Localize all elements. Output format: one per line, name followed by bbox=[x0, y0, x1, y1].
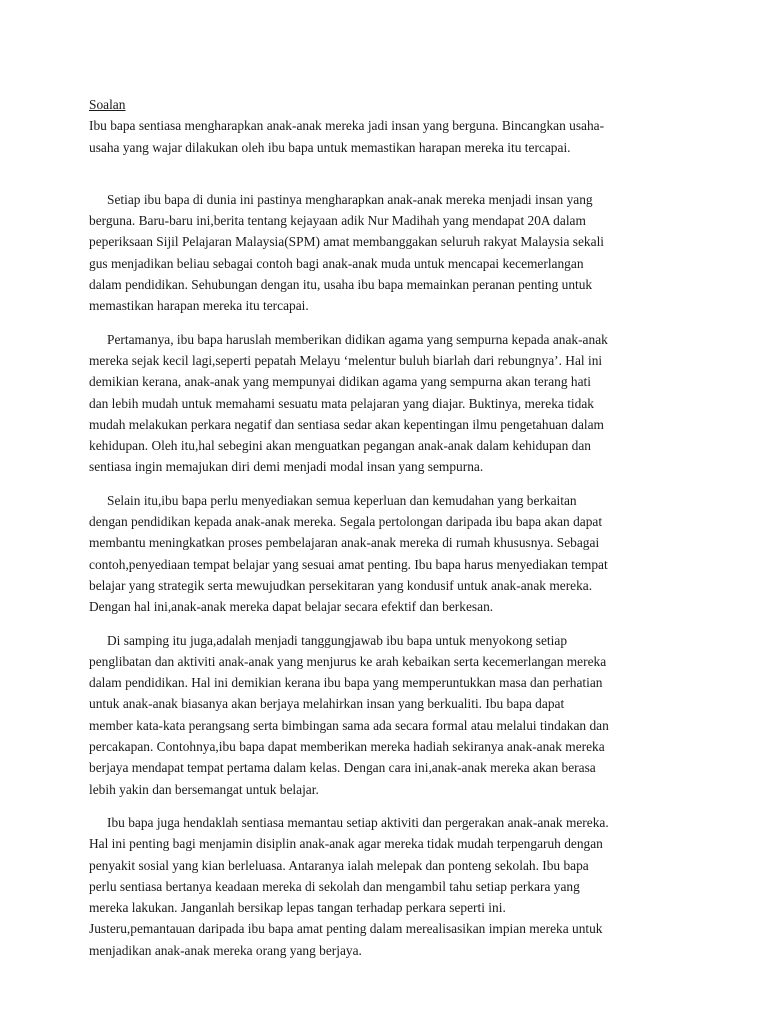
paragraph-line: percakapan. Contohnya,ibu bapa dapat memberikan mereka hadiah sekiranya anak-anak mereka bbox=[89, 739, 605, 755]
paragraph-line: Hal ini penting bagi menjamin disiplin anak-anak agar mereka tidak mudah terpengaruh dengan bbox=[89, 836, 603, 852]
paragraph-line: peperiksaan Sijil Pelajaran Malaysia(SPM) amat membanggakan seluruh rakyat Malaysia sekali bbox=[89, 234, 605, 250]
paragraph-line: perlu sentiasa bertanya keadaan mereka di sekolah dan mengambil tahu setiap perkara yang bbox=[89, 878, 580, 894]
paragraph-line: penglibatan dan aktiviti anak-anak yang menjurus ke arah kebaikan serta kecemerlangan mereka bbox=[89, 653, 607, 669]
paragraph-line: dan lebih mudah untuk memahami sesuatu mata pelajaran yang diajar. Buktinya, mereka tidak bbox=[89, 395, 594, 411]
paragraph-line: Dengan hal ini,anak-anak mereka dapat belajar secara efektif dan berkesan. bbox=[89, 599, 494, 615]
paragraph-line: dengan pendidikan kepada anak-anak mereka. Segala pertolongan daripada ibu bapa akan dapat bbox=[89, 514, 603, 530]
paragraph-line: gus menjadikan beliau sebagai contoh bagi anak-anak muda untuk mencapai kecemerlangan bbox=[89, 255, 584, 271]
paragraph-line: menjadikan anak-anak mereka orang yang berjaya. bbox=[89, 942, 362, 958]
paragraph-line: Pertamanya, ibu bapa haruslah memberikan didikan agama yang sempurna kepada anak-anak bbox=[107, 331, 608, 347]
question-line: Ibu bapa sentiasa mengharapkan anak-anak mereka jadi insan yang berguna. Bincangkan usaha- bbox=[89, 118, 605, 134]
paragraph-line: belajar yang strategik serta mewujudkan persekitaran yang kondusif untuk anak-anak mereka. bbox=[89, 577, 593, 593]
paragraph-line: penyakit sosial yang kian berleluasa. Antaranya ialah melepak dan ponteng sekolah. Ibu bapa bbox=[89, 857, 589, 873]
paragraph-line: mereka sejak kecil lagi,seperti pepatah Melayu ‘melentur buluh biarlah dari rebungnya’. Hal ini bbox=[89, 352, 603, 368]
paragraph-line: demikian kerana, anak-anak yang mempunyai didikan agama yang sempurna akan terang hati bbox=[89, 374, 591, 390]
document-page bbox=[89, 94, 679, 973]
essay-paragraph-monitoring bbox=[89, 812, 679, 961]
paragraph-line: membantu meningkatkan proses pembelajaran anak-anak mereka di rumah khususnya. Sebagai bbox=[89, 535, 600, 551]
essay-paragraph-facilities bbox=[89, 490, 679, 618]
paragraph-line: mudah melakukan perkara negatif dan sentiasa sedar akan kepentingan ilmu pengetahuan dalam bbox=[89, 416, 604, 432]
paragraph-line: Di samping itu juga,adalah menjadi tanggungjawab ibu bapa untuk menyokong setiap bbox=[107, 632, 568, 648]
question-heading: Soalan bbox=[89, 97, 126, 112]
paragraph-line: memastikan harapan mereka itu tercapai. bbox=[89, 298, 309, 314]
paragraph-line: Setiap ibu bapa di dunia ini pastinya mengharapkan anak-anak mereka menjadi insan yang bbox=[107, 191, 593, 207]
essay-paragraph-support bbox=[89, 630, 679, 800]
paragraph-line: contoh,penyediaan tempat belajar yang sesuai amat penting. Ibu bapa harus menyediakan tempat bbox=[89, 556, 608, 572]
paragraph-line: berjaya mendapat tempat pertama dalam kelas. Dengan cara ini,anak-anak mereka akan berasa bbox=[89, 760, 596, 776]
paragraph-line: mereka lakukan. Janganlah bersikap lepas tangan terhadap perkara seperti ini. bbox=[89, 900, 506, 916]
question-line: usaha yang wajar dilakukan oleh ibu bapa untuk memastikan harapan mereka itu tercapai. bbox=[89, 139, 571, 155]
paragraph-line: member kata-kata perangsang serta bimbingan sama ada secara formal atau melalui tindakan dan bbox=[89, 717, 609, 733]
paragraph-line: Justeru,pemantauan daripada ibu bapa amat penting dalam merealisasikan impian mereka untuk bbox=[89, 921, 603, 937]
paragraph-line: kehidupan. Oleh itu,hal sebegini akan menguatkan pegangan anak-anak dalam kehidupan dan bbox=[89, 438, 591, 454]
paragraph-line: dalam pendidikan. Sehubungan dengan itu, usaha ibu bapa memainkan peranan penting untuk bbox=[89, 277, 593, 293]
paragraph-line: sentiasa ingin memajukan diri demi menjadi modal insan yang sempurna. bbox=[89, 459, 484, 475]
paragraph-line: dalam pendidikan. Hal ini demikian kerana ibu bapa yang memperuntukkan masa dan perhatian bbox=[89, 675, 603, 691]
paragraph-line: Ibu bapa juga hendaklah sentiasa memantau setiap aktiviti dan pergerakan anak-anak mereka. bbox=[107, 814, 609, 830]
paragraph-line: lebih yakin dan bersemangat untuk belajar. bbox=[89, 781, 319, 797]
essay-paragraph-introduction bbox=[89, 189, 679, 317]
question-text bbox=[89, 115, 679, 158]
paragraph-line: berguna. Baru-baru ini,berita tentang kejayaan adik Nur Madihah yang mendapat 20A dalam bbox=[89, 213, 586, 229]
paragraph-line: Selain itu,ibu bapa perlu menyediakan semua keperluan dan kemudahan yang berkaitan bbox=[107, 492, 577, 508]
paragraph-line: untuk anak-anak biasanya akan berjaya melahirkan insan yang berkualiti. Ibu bapa dapat bbox=[89, 696, 565, 712]
essay-paragraph-religious-education bbox=[89, 329, 679, 478]
